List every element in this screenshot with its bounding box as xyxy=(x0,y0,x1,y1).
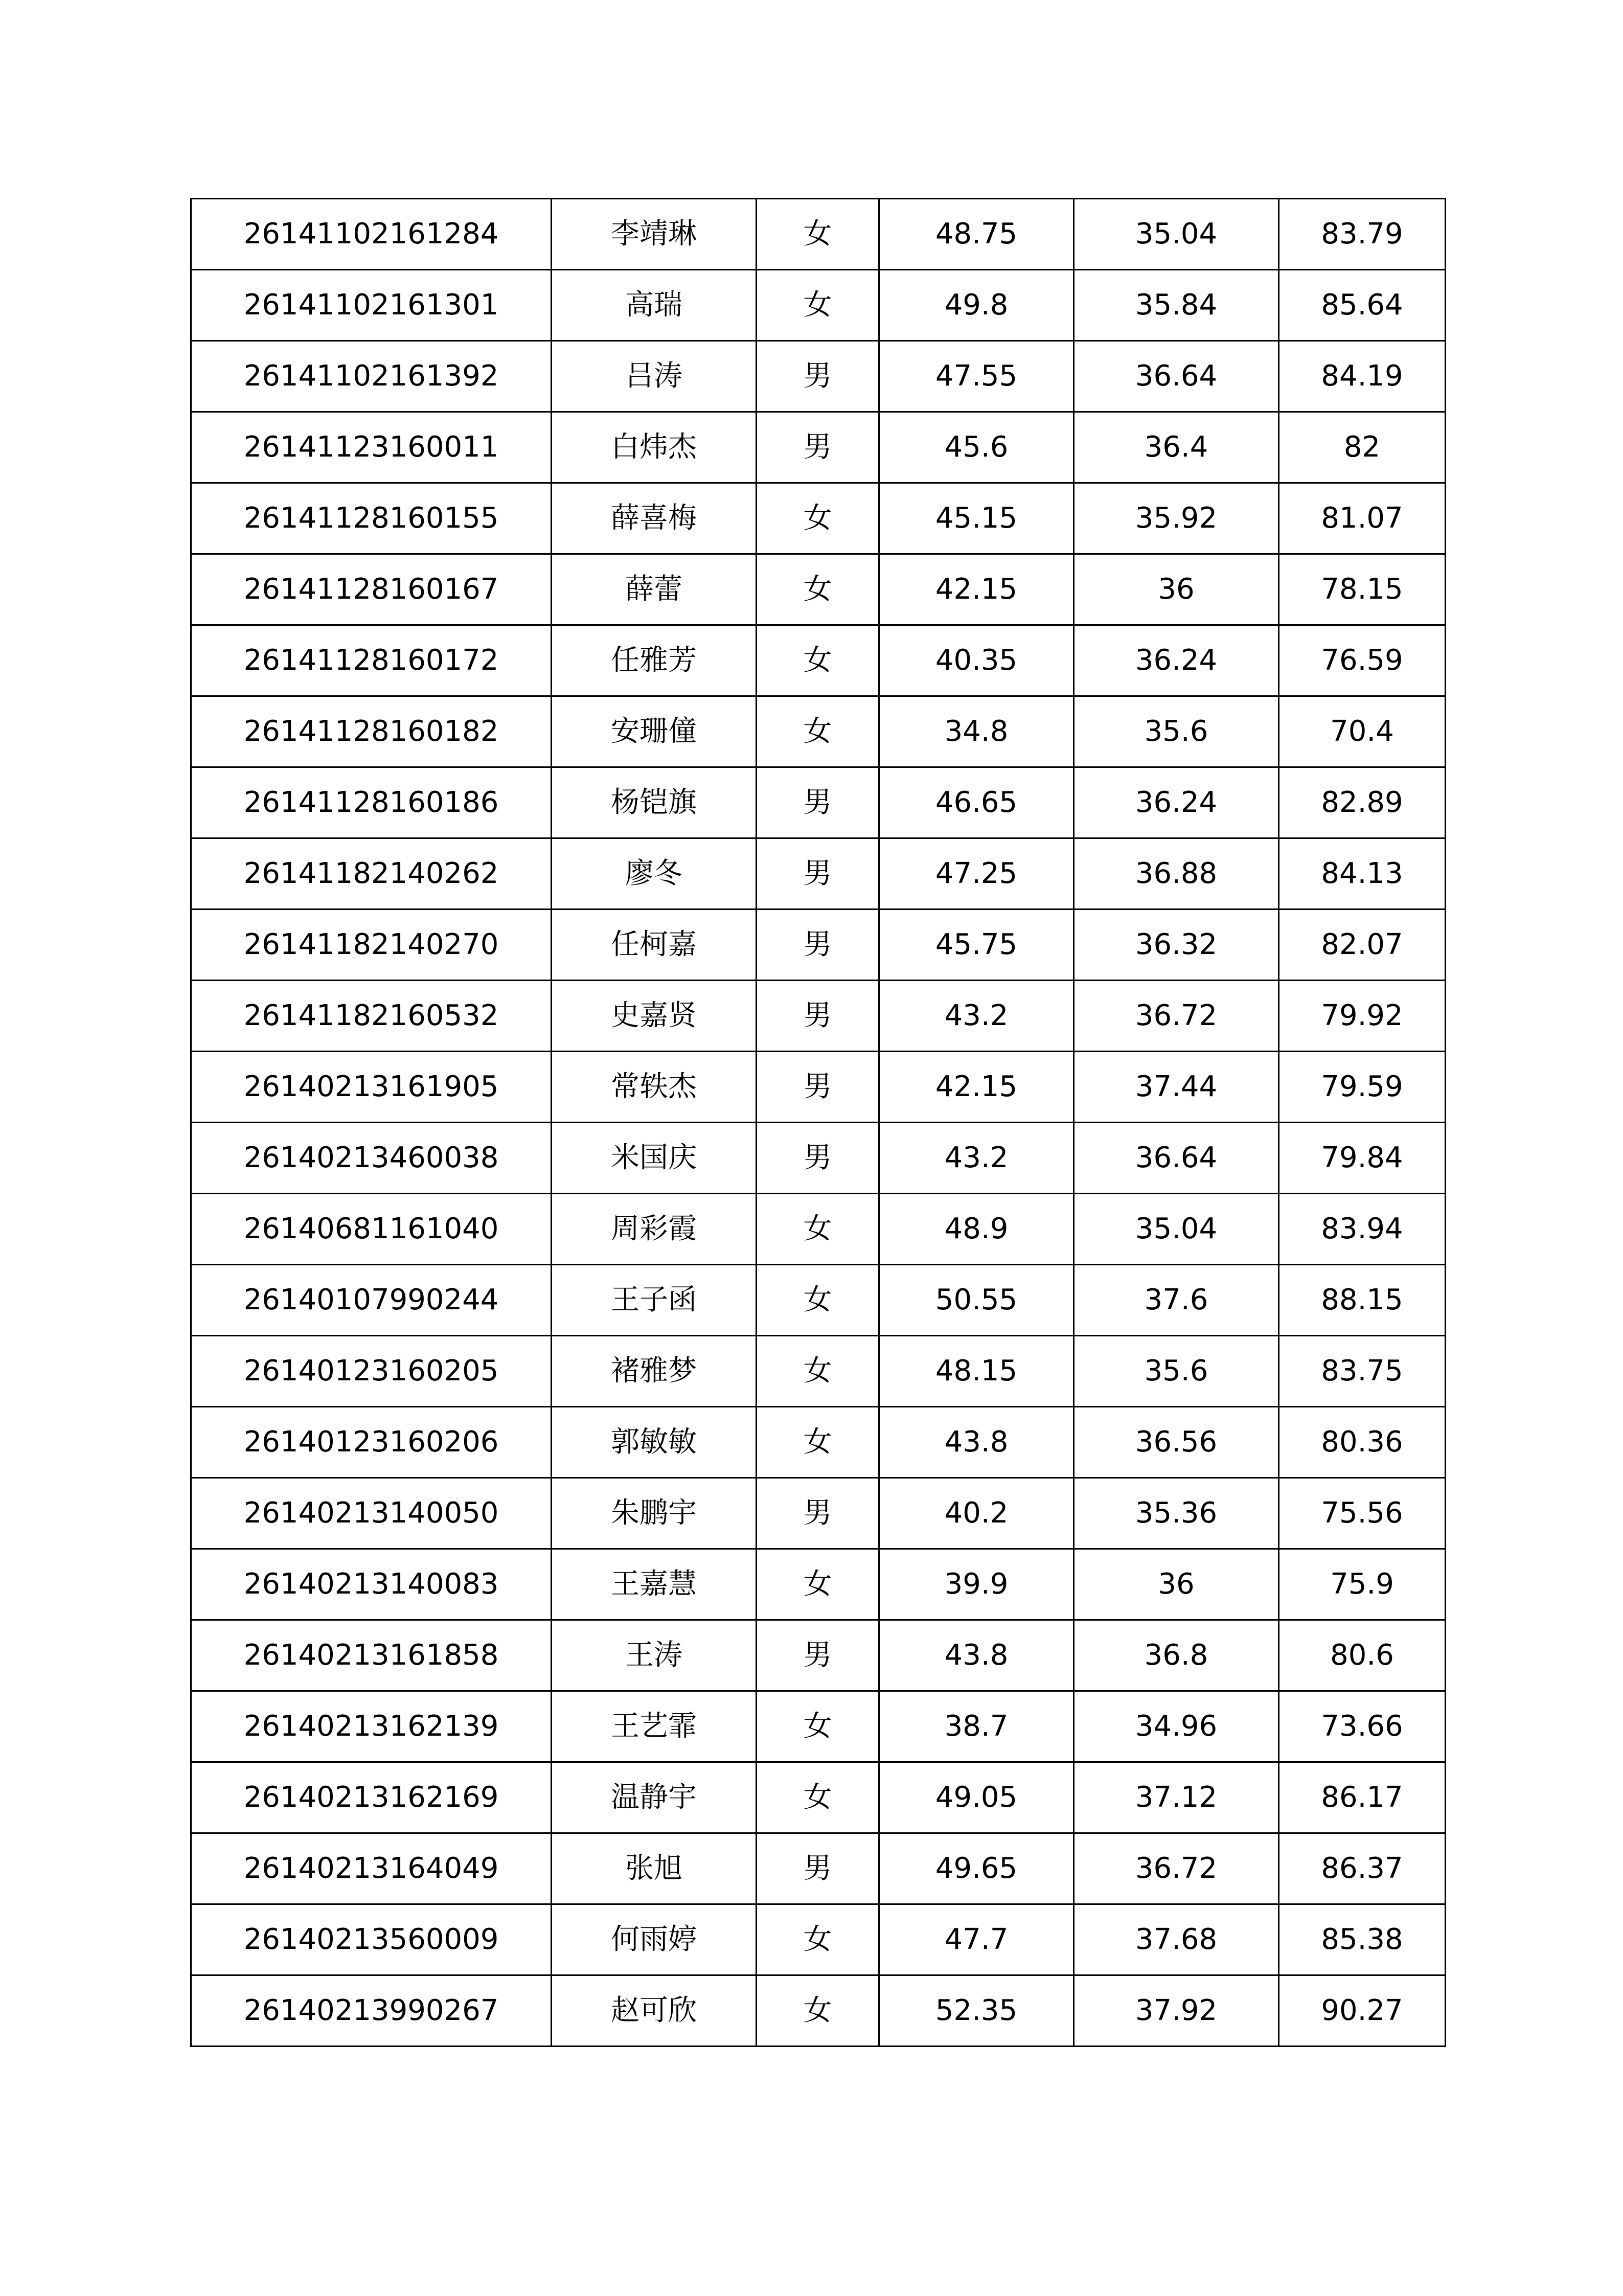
total-score-cell: 82.07 xyxy=(1279,910,1446,981)
candidate-gender-cell: 女 xyxy=(757,1336,879,1407)
candidate-id-cell: 26141128160186 xyxy=(191,767,552,838)
score-table xyxy=(190,198,1446,2047)
table-row xyxy=(191,1904,1446,1975)
candidate-gender-cell: 男 xyxy=(757,1123,879,1194)
candidate-gender-cell: 女 xyxy=(757,1975,879,2047)
score2-cell: 37.6 xyxy=(1074,1265,1279,1336)
table-row xyxy=(191,767,1446,838)
score2-cell: 35.36 xyxy=(1074,1478,1279,1549)
score1-cell: 52.35 xyxy=(879,1975,1074,2047)
candidate-id-cell: 26140213560009 xyxy=(191,1904,552,1975)
score1-cell: 43.2 xyxy=(879,981,1074,1052)
table-row xyxy=(191,1549,1446,1620)
score1-cell: 42.15 xyxy=(879,1052,1074,1123)
score2-cell: 36.72 xyxy=(1074,981,1279,1052)
total-score-cell: 84.19 xyxy=(1279,341,1446,412)
candidate-name-cell: 何雨婷 xyxy=(552,1904,757,1975)
candidate-name-cell: 李靖琳 xyxy=(552,199,757,270)
candidate-name-cell: 王子函 xyxy=(552,1265,757,1336)
total-score-cell: 81.07 xyxy=(1279,483,1446,554)
table-row xyxy=(191,199,1446,270)
total-score-cell: 85.38 xyxy=(1279,1904,1446,1975)
score1-cell: 42.15 xyxy=(879,554,1074,625)
candidate-gender-cell: 女 xyxy=(757,270,879,341)
table-row xyxy=(191,1265,1446,1336)
total-score-cell: 75.9 xyxy=(1279,1549,1446,1620)
candidate-name-cell: 朱鹏宇 xyxy=(552,1478,757,1549)
score1-cell: 46.65 xyxy=(879,767,1074,838)
table-row xyxy=(191,554,1446,625)
score1-cell: 45.75 xyxy=(879,910,1074,981)
score1-cell: 47.55 xyxy=(879,341,1074,412)
candidate-gender-cell: 男 xyxy=(757,1052,879,1123)
total-score-cell: 79.84 xyxy=(1279,1123,1446,1194)
table-row xyxy=(191,625,1446,696)
table-row xyxy=(191,1123,1446,1194)
candidate-name-cell: 高瑞 xyxy=(552,270,757,341)
candidate-gender-cell: 女 xyxy=(757,625,879,696)
total-score-cell: 80.6 xyxy=(1279,1620,1446,1691)
score1-cell: 38.7 xyxy=(879,1691,1074,1762)
candidate-name-cell: 褚雅梦 xyxy=(552,1336,757,1407)
candidate-id-cell: 26140213990267 xyxy=(191,1975,552,2047)
score2-cell: 34.96 xyxy=(1074,1691,1279,1762)
candidate-name-cell: 史嘉贤 xyxy=(552,981,757,1052)
candidate-id-cell: 26141123160011 xyxy=(191,412,552,483)
candidate-name-cell: 薛蕾 xyxy=(552,554,757,625)
candidate-id-cell: 26140213162139 xyxy=(191,1691,552,1762)
candidate-gender-cell: 男 xyxy=(757,341,879,412)
score1-cell: 50.55 xyxy=(879,1265,1074,1336)
candidate-gender-cell: 男 xyxy=(757,981,879,1052)
candidate-gender-cell: 女 xyxy=(757,1194,879,1265)
table-row xyxy=(191,412,1446,483)
table-row xyxy=(191,981,1446,1052)
candidate-gender-cell: 女 xyxy=(757,1549,879,1620)
score2-cell: 37.44 xyxy=(1074,1052,1279,1123)
score2-cell: 37.92 xyxy=(1074,1975,1279,2047)
total-score-cell: 86.17 xyxy=(1279,1762,1446,1833)
candidate-name-cell: 米国庆 xyxy=(552,1123,757,1194)
score2-cell: 35.04 xyxy=(1074,1194,1279,1265)
candidate-gender-cell: 女 xyxy=(757,483,879,554)
table-row xyxy=(191,1194,1446,1265)
table-row xyxy=(191,270,1446,341)
table-row xyxy=(191,1620,1446,1691)
candidate-name-cell: 赵可欣 xyxy=(552,1975,757,2047)
table-row xyxy=(191,1833,1446,1904)
score2-cell: 36.4 xyxy=(1074,412,1279,483)
candidate-id-cell: 26140123160205 xyxy=(191,1336,552,1407)
score2-cell: 36.72 xyxy=(1074,1833,1279,1904)
candidate-name-cell: 温静宇 xyxy=(552,1762,757,1833)
score-table-body xyxy=(191,199,1446,2047)
candidate-name-cell: 常轶杰 xyxy=(552,1052,757,1123)
score1-cell: 40.35 xyxy=(879,625,1074,696)
score1-cell: 47.25 xyxy=(879,838,1074,910)
table-row xyxy=(191,1052,1446,1123)
table-row xyxy=(191,483,1446,554)
candidate-gender-cell: 女 xyxy=(757,1904,879,1975)
candidate-gender-cell: 女 xyxy=(757,1407,879,1478)
table-row xyxy=(191,1407,1446,1478)
candidate-name-cell: 安珊僮 xyxy=(552,696,757,767)
total-score-cell: 75.56 xyxy=(1279,1478,1446,1549)
total-score-cell: 78.15 xyxy=(1279,554,1446,625)
table-row xyxy=(191,1762,1446,1833)
score1-cell: 34.8 xyxy=(879,696,1074,767)
table-row xyxy=(191,910,1446,981)
total-score-cell: 82 xyxy=(1279,412,1446,483)
score2-cell: 36.88 xyxy=(1074,838,1279,910)
score1-cell: 47.7 xyxy=(879,1904,1074,1975)
candidate-gender-cell: 男 xyxy=(757,1478,879,1549)
candidate-gender-cell: 女 xyxy=(757,554,879,625)
table-row xyxy=(191,1336,1446,1407)
total-score-cell: 82.89 xyxy=(1279,767,1446,838)
candidate-gender-cell: 女 xyxy=(757,1265,879,1336)
total-score-cell: 79.92 xyxy=(1279,981,1446,1052)
candidate-gender-cell: 男 xyxy=(757,838,879,910)
candidate-id-cell: 26140681161040 xyxy=(191,1194,552,1265)
candidate-id-cell: 26140213140050 xyxy=(191,1478,552,1549)
table-row xyxy=(191,696,1446,767)
score2-cell: 36.56 xyxy=(1074,1407,1279,1478)
score1-cell: 49.65 xyxy=(879,1833,1074,1904)
score1-cell: 40.2 xyxy=(879,1478,1074,1549)
total-score-cell: 84.13 xyxy=(1279,838,1446,910)
score2-cell: 36 xyxy=(1074,554,1279,625)
score1-cell: 43.8 xyxy=(879,1407,1074,1478)
candidate-id-cell: 26140213460038 xyxy=(191,1123,552,1194)
candidate-id-cell: 26140107990244 xyxy=(191,1265,552,1336)
total-score-cell: 86.37 xyxy=(1279,1833,1446,1904)
score2-cell: 35.04 xyxy=(1074,199,1279,270)
candidate-id-cell: 26141128160155 xyxy=(191,483,552,554)
table-row xyxy=(191,1691,1446,1762)
candidate-name-cell: 白炜杰 xyxy=(552,412,757,483)
score2-cell: 35.6 xyxy=(1074,696,1279,767)
candidate-id-cell: 26140213162169 xyxy=(191,1762,552,1833)
score2-cell: 36 xyxy=(1074,1549,1279,1620)
candidate-name-cell: 任雅芳 xyxy=(552,625,757,696)
score1-cell: 45.15 xyxy=(879,483,1074,554)
score2-cell: 36.24 xyxy=(1074,625,1279,696)
score1-cell: 48.75 xyxy=(879,199,1074,270)
candidate-id-cell: 26140213161858 xyxy=(191,1620,552,1691)
score2-cell: 36.64 xyxy=(1074,1123,1279,1194)
score2-cell: 36.8 xyxy=(1074,1620,1279,1691)
candidate-name-cell: 王嘉慧 xyxy=(552,1549,757,1620)
table-row xyxy=(191,1478,1446,1549)
candidate-id-cell: 26141128160167 xyxy=(191,554,552,625)
candidate-name-cell: 吕涛 xyxy=(552,341,757,412)
candidate-name-cell: 任柯嘉 xyxy=(552,910,757,981)
score2-cell: 35.84 xyxy=(1074,270,1279,341)
candidate-id-cell: 26140213161905 xyxy=(191,1052,552,1123)
score2-cell: 37.68 xyxy=(1074,1904,1279,1975)
candidate-gender-cell: 男 xyxy=(757,1620,879,1691)
candidate-gender-cell: 女 xyxy=(757,1762,879,1833)
candidate-name-cell: 王艺霏 xyxy=(552,1691,757,1762)
candidate-id-cell: 26141102161301 xyxy=(191,270,552,341)
candidate-name-cell: 郭敏敏 xyxy=(552,1407,757,1478)
score2-cell: 37.12 xyxy=(1074,1762,1279,1833)
score1-cell: 45.6 xyxy=(879,412,1074,483)
candidate-id-cell: 26141182140262 xyxy=(191,838,552,910)
score1-cell: 48.15 xyxy=(879,1336,1074,1407)
total-score-cell: 90.27 xyxy=(1279,1975,1446,2047)
candidate-gender-cell: 男 xyxy=(757,767,879,838)
candidate-id-cell: 26141102161284 xyxy=(191,199,552,270)
score2-cell: 36.32 xyxy=(1074,910,1279,981)
total-score-cell: 79.59 xyxy=(1279,1052,1446,1123)
candidate-id-cell: 26141182160532 xyxy=(191,981,552,1052)
candidate-id-cell: 26140123160206 xyxy=(191,1407,552,1478)
candidate-name-cell: 杨铠旗 xyxy=(552,767,757,838)
table-row xyxy=(191,838,1446,910)
candidate-gender-cell: 女 xyxy=(757,696,879,767)
total-score-cell: 73.66 xyxy=(1279,1691,1446,1762)
candidate-id-cell: 26141182140270 xyxy=(191,910,552,981)
candidate-name-cell: 薛喜梅 xyxy=(552,483,757,554)
score1-cell: 39.9 xyxy=(879,1549,1074,1620)
candidate-gender-cell: 男 xyxy=(757,412,879,483)
score2-cell: 35.6 xyxy=(1074,1336,1279,1407)
score1-cell: 43.8 xyxy=(879,1620,1074,1691)
total-score-cell: 76.59 xyxy=(1279,625,1446,696)
score2-cell: 35.92 xyxy=(1074,483,1279,554)
score1-cell: 43.2 xyxy=(879,1123,1074,1194)
score1-cell: 49.05 xyxy=(879,1762,1074,1833)
candidate-gender-cell: 男 xyxy=(757,1833,879,1904)
score1-cell: 49.8 xyxy=(879,270,1074,341)
candidate-id-cell: 26141102161392 xyxy=(191,341,552,412)
candidate-gender-cell: 女 xyxy=(757,1691,879,1762)
total-score-cell: 80.36 xyxy=(1279,1407,1446,1478)
candidate-name-cell: 张旭 xyxy=(552,1833,757,1904)
candidate-name-cell: 周彩霞 xyxy=(552,1194,757,1265)
candidate-id-cell: 26141128160172 xyxy=(191,625,552,696)
total-score-cell: 85.64 xyxy=(1279,270,1446,341)
total-score-cell: 83.94 xyxy=(1279,1194,1446,1265)
score2-cell: 36.64 xyxy=(1074,341,1279,412)
candidate-id-cell: 26141128160182 xyxy=(191,696,552,767)
total-score-cell: 70.4 xyxy=(1279,696,1446,767)
candidate-gender-cell: 男 xyxy=(757,910,879,981)
score1-cell: 48.9 xyxy=(879,1194,1074,1265)
total-score-cell: 83.79 xyxy=(1279,199,1446,270)
candidate-id-cell: 26140213164049 xyxy=(191,1833,552,1904)
total-score-cell: 83.75 xyxy=(1279,1336,1446,1407)
total-score-cell: 88.15 xyxy=(1279,1265,1446,1336)
candidate-id-cell: 26140213140083 xyxy=(191,1549,552,1620)
table-row xyxy=(191,1975,1446,2047)
table-row xyxy=(191,341,1446,412)
candidate-gender-cell: 女 xyxy=(757,199,879,270)
score2-cell: 36.24 xyxy=(1074,767,1279,838)
candidate-name-cell: 廖冬 xyxy=(552,838,757,910)
candidate-name-cell: 王涛 xyxy=(552,1620,757,1691)
